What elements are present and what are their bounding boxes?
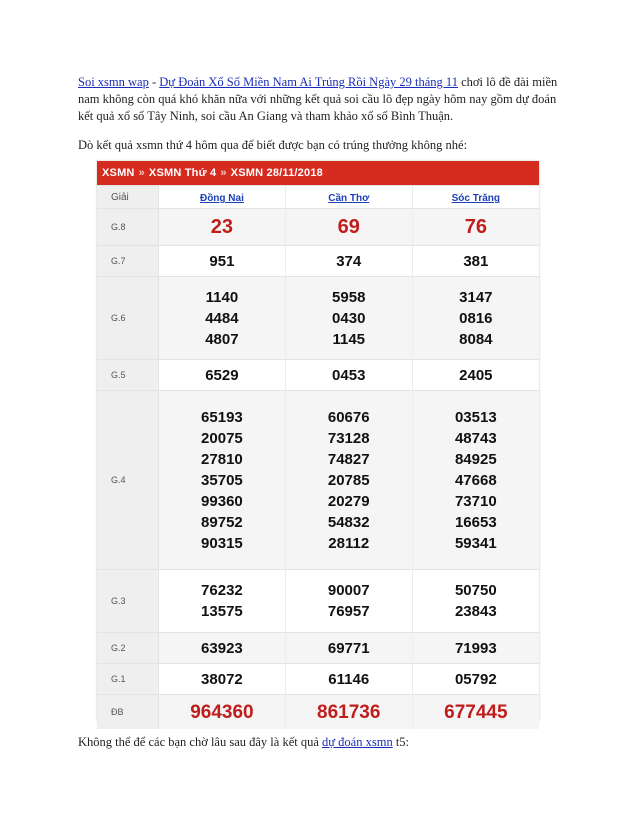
prize-label: G.1	[97, 664, 159, 695]
prize-label: G.3	[97, 570, 159, 633]
result-cell	[159, 633, 286, 664]
result-cell	[285, 391, 412, 570]
result-number: 47668	[454, 471, 497, 489]
result-cell	[159, 570, 286, 633]
result-number: 381	[463, 252, 489, 270]
result-number: 28112	[328, 534, 370, 552]
result-number: 27810	[201, 450, 243, 468]
table-header-row	[97, 186, 539, 209]
result-number: 65193	[201, 408, 243, 426]
result-number: 61146	[328, 670, 370, 688]
result-number: 76957	[327, 603, 370, 620]
result-number: 20279	[327, 492, 370, 510]
result-number: 05792	[454, 670, 497, 688]
result-cell	[412, 360, 539, 391]
question-paragraph: Dò kết quả xsmn thứ 4 hôm qua để biết được bạn có trúng thưởng không nhé:	[78, 138, 468, 152]
result-number: 74827	[327, 450, 370, 468]
closing-paragraph	[78, 734, 568, 751]
result-number: 951	[209, 252, 235, 270]
result-cell	[412, 209, 539, 246]
breadcrumb-date[interactable]: XSMN 28/11/2018	[230, 167, 323, 179]
result-number: 76232	[201, 582, 243, 599]
result-number: 2405	[459, 366, 493, 384]
table-row	[97, 209, 539, 246]
result-number: 54832	[327, 513, 370, 531]
result-number: 13575	[201, 603, 243, 620]
breadcrumb	[97, 161, 539, 185]
table-row	[97, 695, 539, 730]
prize-label: G.8	[97, 209, 159, 246]
result-number: 4807	[205, 330, 239, 348]
result-number: 73710	[454, 492, 497, 510]
result-cell	[159, 246, 286, 277]
breadcrumb-separator: »	[220, 167, 227, 179]
table-row	[97, 664, 539, 695]
result-number: 861736	[317, 701, 381, 723]
result-cell	[285, 633, 412, 664]
result-number: 4484	[205, 309, 239, 327]
result-cell	[285, 360, 412, 391]
result-number: 38072	[201, 670, 243, 688]
result-number: 20075	[201, 429, 243, 447]
result-number: 0816	[459, 309, 493, 327]
du-doan-link[interactable]: Dự Đoán Xổ Số Miền Nam Ai Trúng Rồi Ngày 29 tháng 11	[159, 75, 458, 89]
closing-suffix: t5:	[392, 735, 410, 749]
table-row	[97, 391, 539, 570]
result-number: 677445	[444, 701, 508, 723]
result-number: 16653	[454, 513, 497, 531]
results-table	[97, 185, 539, 729]
result-cell	[159, 664, 286, 695]
result-number: 35705	[201, 471, 243, 489]
result-number: 99360	[201, 492, 243, 510]
province-can-tho-link[interactable]: Cần Thơ	[328, 193, 370, 204]
breadcrumb-xsmn[interactable]: XSMN	[102, 167, 135, 179]
result-number: 60676	[327, 408, 370, 426]
result-number: 20785	[327, 471, 370, 489]
result-number: 76	[464, 215, 487, 238]
result-number: 90315	[201, 534, 243, 552]
breadcrumb-separator: »	[138, 167, 145, 179]
result-number: 63923	[201, 639, 243, 657]
result-number: 1145	[332, 330, 366, 348]
result-number: 50750	[454, 582, 497, 599]
table-row	[97, 277, 539, 360]
prize-label: G.4	[97, 391, 159, 570]
result-cell	[285, 664, 412, 695]
breadcrumb-xsmn-thu4[interactable]: XSMN Thứ 4	[148, 167, 217, 179]
result-number: 90007	[327, 582, 370, 599]
result-cell	[412, 277, 539, 360]
result-cell	[412, 695, 539, 730]
table-row	[97, 570, 539, 633]
prize-label: G.7	[97, 246, 159, 277]
result-cell	[285, 246, 412, 277]
result-number: 69	[337, 215, 360, 238]
result-number: 0453	[332, 366, 366, 384]
closing-text: Không thể để các bạn chờ lâu sau đây là kết quả	[78, 735, 323, 749]
result-number: 48743	[454, 429, 497, 447]
result-number: 69771	[327, 639, 370, 657]
result-number: 6529	[205, 366, 239, 384]
du-doan-xsmn-link[interactable]: dự đoán xsmn	[322, 735, 393, 749]
result-cell	[159, 695, 286, 730]
prize-label: G.5	[97, 360, 159, 391]
result-cell	[412, 391, 539, 570]
result-number: 84925	[454, 450, 497, 468]
table-row	[97, 633, 539, 664]
result-number: 89752	[201, 513, 243, 531]
intro-text: chơi lô đề đài miền nam không còn quá khó khăn nữa với những kết quả soi cầu lô đẹp ngày hôm nay gồm dự đoán kết quả xổ số Tây Ninh, soi cầu An Giang và tham khảo xổ số Bình Thuận.	[78, 75, 558, 123]
result-cell	[412, 633, 539, 664]
result-cell	[285, 277, 412, 360]
result-number: 1140	[205, 288, 239, 306]
result-cell	[412, 246, 539, 277]
table-row	[97, 360, 539, 391]
result-number: 71993	[454, 639, 497, 657]
result-number: 23	[210, 215, 234, 238]
prize-label: ĐB	[97, 695, 159, 730]
result-cell	[412, 664, 539, 695]
result-cell	[159, 360, 286, 391]
prize-label: G.2	[97, 633, 159, 664]
result-cell	[285, 209, 412, 246]
results-card	[97, 161, 539, 721]
result-number: 3147	[459, 288, 493, 306]
result-number: 374	[336, 252, 362, 270]
result-cell	[159, 209, 286, 246]
result-cell	[285, 570, 412, 633]
prize-column-header: Giải	[97, 186, 159, 209]
table-row	[97, 246, 539, 277]
result-number: 23843	[454, 603, 497, 620]
result-cell	[412, 570, 539, 633]
province-soc-trang-link[interactable]: Sóc Trăng	[451, 193, 500, 204]
province-dong-nai-link[interactable]: Đồng Nai	[199, 193, 244, 204]
result-cell	[159, 277, 286, 360]
result-number: 03513	[454, 408, 497, 426]
result-number: 0430	[332, 309, 366, 327]
result-number: 73128	[327, 429, 370, 447]
intro-paragraph	[78, 74, 568, 125]
result-cell	[285, 695, 412, 730]
result-cell	[159, 391, 286, 570]
result-number: 5958	[332, 288, 366, 306]
result-number: 59341	[454, 534, 497, 552]
intro-dash: -	[148, 75, 160, 89]
result-number: 8084	[459, 330, 493, 348]
soi-xsmn-wap-link[interactable]: Soi xsmn wap	[78, 75, 149, 89]
prize-label: G.6	[97, 277, 159, 360]
result-number: 964360	[190, 701, 254, 723]
